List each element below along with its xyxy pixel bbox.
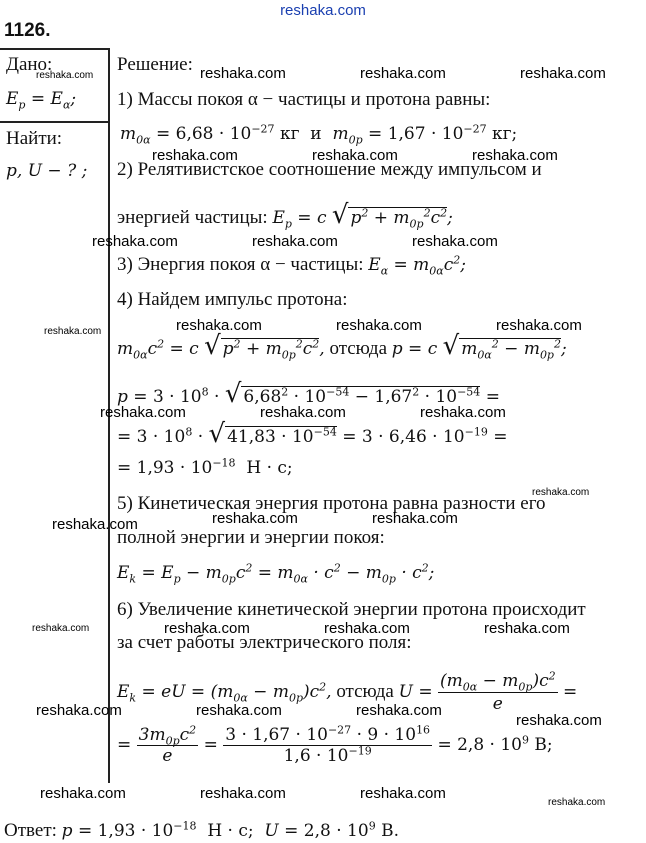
watermark: reshaka.com [40, 785, 126, 802]
watermark: reshaka.com [252, 233, 338, 250]
site-header[interactable]: reshaka.com [280, 2, 366, 19]
watermark: reshaka.com [44, 326, 102, 337]
watermark: reshaka.com [372, 510, 458, 527]
watermark: reshaka.com [312, 147, 398, 164]
watermark: reshaka.com [36, 70, 94, 81]
solution-heading: Решение: [117, 54, 193, 75]
step6-text-line2: за счет работы электрического поля: [117, 632, 412, 653]
watermark: reshaka.com [52, 516, 138, 533]
step1-text: 1) Массы покоя α − частицы и протона равны: [117, 89, 491, 110]
watermark: reshaka.com [200, 785, 286, 802]
watermark: reshaka.com [420, 404, 506, 421]
step4-calc3: = $1,93 \cdot 10^{-18}$ Н · с; [117, 456, 293, 478]
watermark: reshaka.com [260, 404, 346, 421]
watermark: reshaka.com [200, 65, 286, 82]
step5-formula: $E_k = E_p - m_{0p}c^2 = m_{0\alpha} \cdot c^2 - m_{0p} \cdot c^2$; [117, 561, 435, 586]
step4-equation: $m_{0\alpha}c^2 = c$ √ $p^2 + m_{0p}^2c^2$, отсюда p = c √ $m_{0\alpha}^2 - m_{0p}^2$; [117, 331, 567, 362]
watermark: reshaka.com [412, 233, 498, 250]
find-unknowns: p, U − ? ; [6, 161, 88, 181]
watermark: reshaka.com [516, 712, 602, 729]
given-label: Дано: [6, 54, 53, 75]
watermark: reshaka.com [176, 317, 262, 334]
watermark: reshaka.com [484, 620, 570, 637]
step2-text-line2: энергией частицы: $E_p = c$ √ $p^2 + m_{0p}^2c^2$; [117, 200, 453, 231]
step4-calc2: = $3 \cdot 10^8$ · √ $41,83 \cdot 10^{-54} = 3 \cdot 6,46 \cdot 10^{-19}$ = [117, 419, 508, 449]
step3: 3) Энергия покоя α − частицы: $E_\alpha = m_{0\alpha}c^2$; [117, 253, 466, 278]
given-condition: $E_p = E_\alpha$; [6, 89, 77, 112]
watermark: reshaka.com [100, 404, 186, 421]
step4-text: 4) Найдем импульс протона: [117, 289, 348, 310]
answer: Ответ: $p = 1,93 \cdot 10^{-18}$ Н · с; $U = 2,8 \cdot 10^9$ В. [4, 819, 399, 841]
step5-text-line1: 5) Кинетическая энергия протона равна разности его [117, 493, 546, 514]
watermark: reshaka.com [152, 147, 238, 164]
given-divider [0, 121, 108, 123]
step4-calc1: $p = 3 \cdot 10^8$ · √ $6,68^2 \cdot 10^{-54} - 1,67^2 \cdot 10^{-54}$ = [117, 379, 500, 409]
find-label: Найти: [6, 128, 63, 149]
watermark: reshaka.com [32, 623, 90, 634]
watermark: reshaka.com [164, 620, 250, 637]
watermark: reshaka.com [548, 797, 606, 808]
watermark: reshaka.com [336, 317, 422, 334]
step6-calc: = $\frac{3m_{0p}c^2}{e}$ = $\frac{3 \cdot 1,67 \cdot 10^{-27} \cdot 9 \cdot 10^{16}}{1,6 \cdot 10^{-19}}$ = $2,8 \cdot 10^9$ В; [117, 723, 553, 766]
step2-text-line1: 2) Релятивистское соотношение между импульсом и [117, 159, 542, 180]
problem-number: 1126. [4, 20, 51, 41]
watermark: reshaka.com [360, 785, 446, 802]
watermark: reshaka.com [532, 487, 590, 498]
top-divider [0, 48, 108, 50]
step1-formula: $m_{0\alpha} = 6,68 \cdot 10^{-27}$ кг и $m_{0p} = 1,67 \cdot 10^{-27}$ кг; [120, 122, 518, 147]
watermark: reshaka.com [196, 702, 282, 719]
step5-text-line2: полной энергии и энергии покоя: [117, 527, 385, 548]
watermark: reshaka.com [496, 317, 582, 334]
step6-text-line1: 6) Увеличение кинетической энергии протона происходит [117, 599, 586, 620]
watermark: reshaka.com [356, 702, 442, 719]
watermark: reshaka.com [472, 147, 558, 164]
watermark: reshaka.com [92, 233, 178, 250]
watermark: reshaka.com [36, 702, 122, 719]
watermark: reshaka.com [520, 65, 606, 82]
watermark: reshaka.com [212, 510, 298, 527]
step6-formula: $E_k$ = eU = $(m_{0\alpha} - m_{0p})c^2$, отсюда U = $\frac{(m_{0\alpha} - m_{0p})c^2}{e}$ = [117, 669, 578, 714]
watermark: reshaka.com [360, 65, 446, 82]
watermark: reshaka.com [324, 620, 410, 637]
